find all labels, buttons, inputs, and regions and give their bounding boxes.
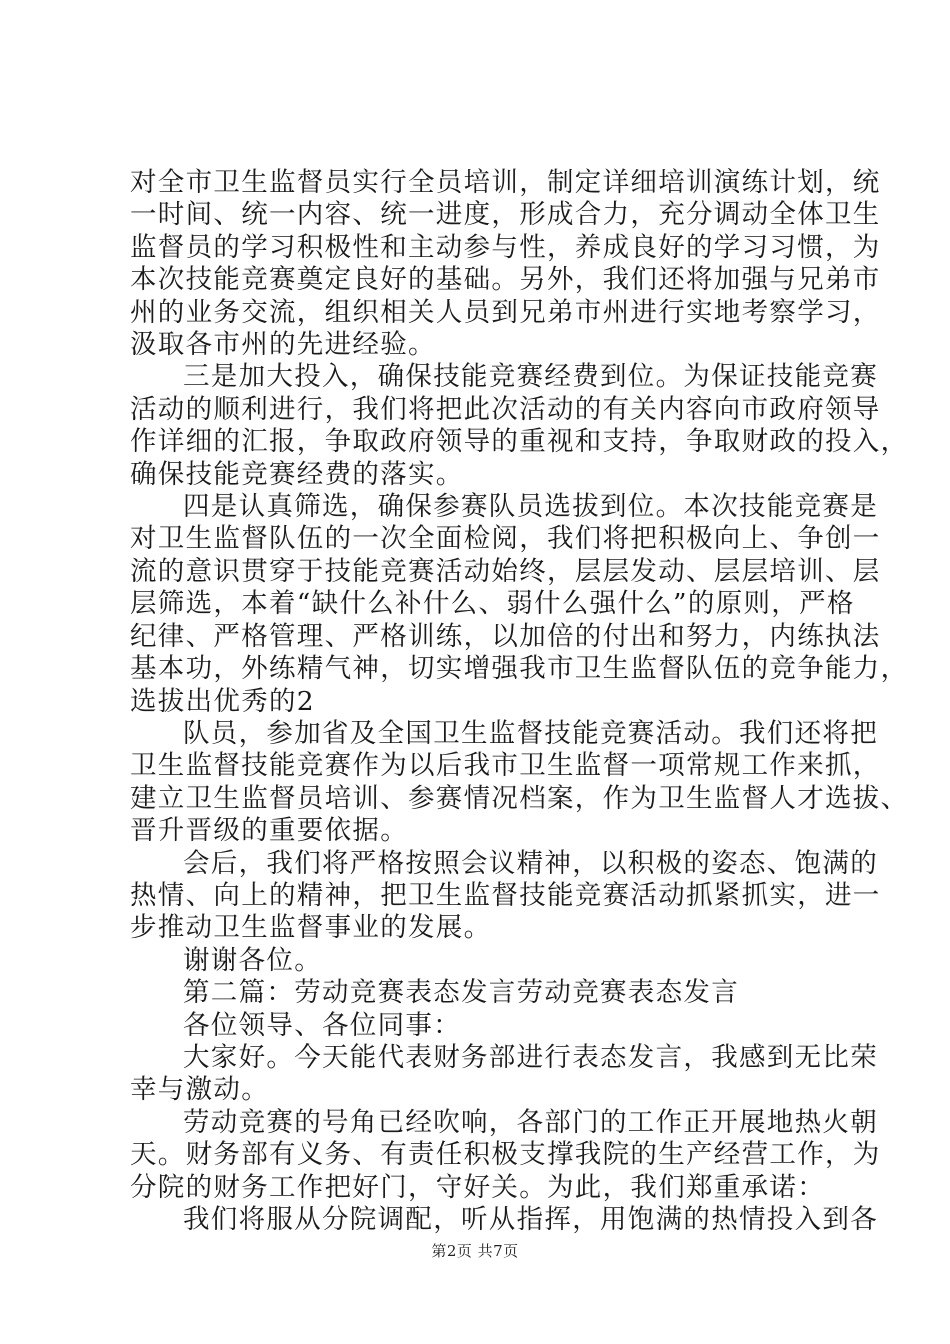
text-line: 卫生监督技能竞赛作为以后我市卫生监督一项常规工作来抓， — [130, 750, 881, 782]
paragraph-start: 队员，参加省及全国卫生监督技能竞赛活动。我们还将把 — [183, 717, 878, 749]
salutation: 各位领导、各位同事： — [183, 1009, 461, 1041]
text-line: 建立卫生监督员培训、参赛情况档案，作为卫生监督人才选拔、 — [130, 782, 909, 814]
text-line: 幸与激动。 — [130, 1074, 269, 1106]
page-number-label: 第2页 共7页 — [431, 1242, 519, 1260]
text-line: 州的业务交流，组织相关人员到兄弟市州进行实地考察学习， — [130, 296, 881, 328]
text-line: 确保技能竞赛经费的落实。 — [130, 458, 464, 490]
paragraph-start: 会后，我们将严格按照会议精神，以积极的姿态、饱满的 — [183, 847, 878, 879]
paragraph-start: 我们将服从分院调配，听从指挥，用饱满的热情投入到各 — [183, 1204, 878, 1235]
closing-line: 谢谢各位。 — [183, 944, 322, 976]
text-line: 对卫生监督队伍的一次全面检阅，我们将把积极向上、争创一 — [130, 523, 881, 555]
text-line: 层筛选，本着“缺什么补什么、弱什么强什么”的原则，严格 — [130, 588, 855, 620]
text-line: 热情、向上的精神，把卫生监督技能竞赛活动抓紧抓实，进一 — [130, 879, 881, 911]
text-line: 选拔出优秀的2 — [130, 685, 315, 717]
document-body — [130, 167, 909, 1236]
text-line: 步推动卫生监督事业的发展。 — [130, 912, 492, 944]
text-line: 流的意识贯穿于技能竞赛活动始终，层层发动、层层培训、层 — [130, 555, 881, 587]
text-line: 本次技能竞赛奠定良好的基础。另外，我们还将加强与兄弟市 — [130, 264, 881, 296]
paragraph-start: 劳动竞赛的号角已经吹响，各部门的工作正开展地热火朝 — [183, 1106, 878, 1138]
section-heading: 第二篇：劳动竞赛表态发言劳动竞赛表态发言 — [183, 977, 739, 1009]
text-line: 监督员的学习积极性和主动参与性，养成良好的学习习惯，为 — [130, 231, 881, 263]
paragraph-start: 大家好。今天能代表财务部进行表态发言，我感到无比荣 — [183, 1041, 878, 1073]
text-line: 纪律、严格管理、严格训练，以加倍的付出和努力，内练执法 — [130, 620, 881, 652]
text-line: 作详细的汇报，争取政府领导的重视和支持，争取财政的投入， — [130, 426, 909, 458]
text-line: 活动的顺利进行，我们将把此次活动的有关内容向市政府领导 — [130, 393, 881, 425]
paragraph-start: 四是认真筛选，确保参赛队员选拔到位。本次技能竞赛是 — [183, 491, 878, 523]
text-line: 晋升晋级的重要依据。 — [130, 815, 408, 847]
text-line: 天。财务部有义务、有责任积极支撑我院的生产经营工作，为 — [130, 1139, 881, 1171]
text-line: 分院的财务工作把好门，守好关。为此，我们郑重承诺： — [130, 1171, 825, 1203]
paragraph-start: 三是加大投入，确保技能竞赛经费到位。为保证技能竞赛 — [183, 361, 878, 393]
text-line: 对全市卫生监督员实行全员培训，制定详细培训演练计划，统 — [130, 167, 881, 198]
page-footer — [0, 1240, 950, 1261]
text-line: 基本功，外练精气神，切实增强我市卫生监督队伍的竞争能力， — [130, 653, 909, 685]
text-line: 一时间、统一内容、统一进度，形成合力，充分调动全体卫生 — [130, 199, 881, 231]
text-line: 汲取各市州的先进经验。 — [130, 329, 436, 361]
